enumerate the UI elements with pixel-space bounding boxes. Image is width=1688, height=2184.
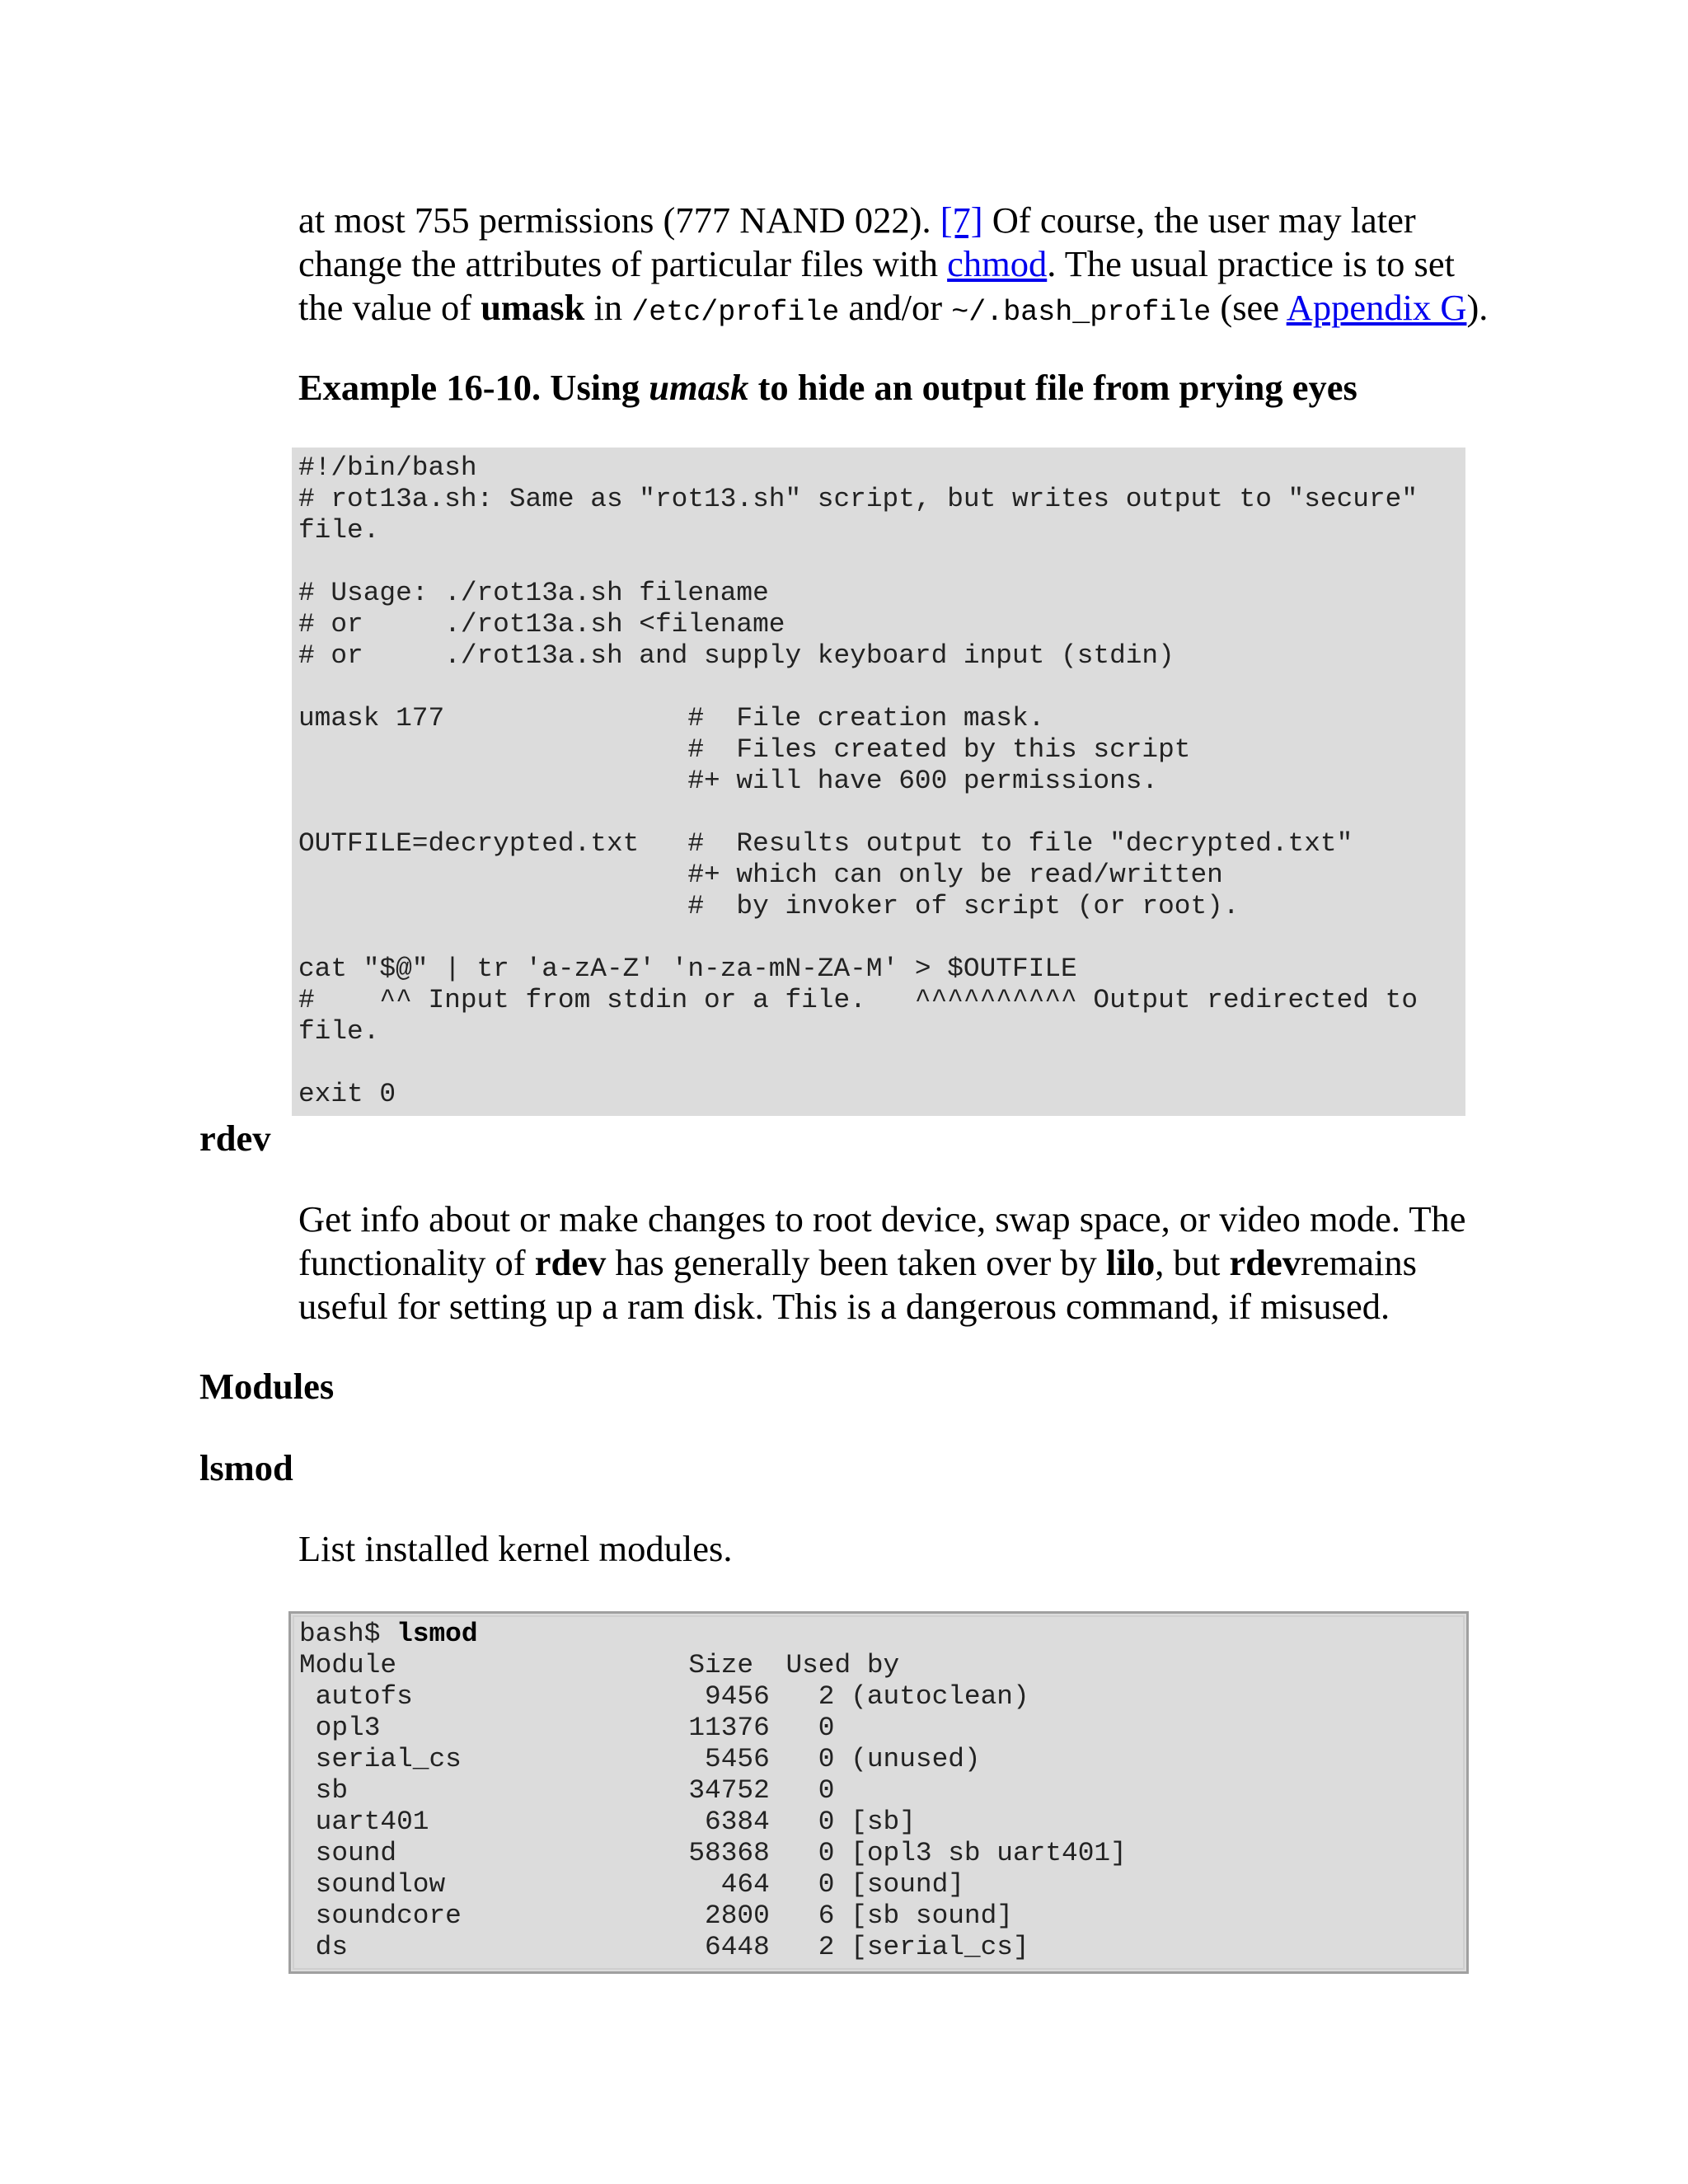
code-line: # ^^ Input from stdin or a file. ^^^^^^^^^^ Output redirected to [298, 985, 1418, 1015]
text: Example 16-10. Using [298, 367, 649, 408]
output-line: autofs 9456 2 (autoclean) [299, 1681, 1029, 1712]
umask-term: umask [481, 287, 585, 328]
text: change the attributes of particular files with [298, 243, 948, 284]
intro-line-1 [298, 199, 1502, 242]
output-line: sound 58368 0 [opl3 sb uart401] [299, 1838, 1127, 1868]
code-line: #+ which can only be read/written [298, 860, 1223, 890]
code-line: #+ will have 600 permissions. [298, 766, 1159, 796]
output-line: Module Size Used by [299, 1650, 900, 1680]
text: the value of [298, 287, 481, 328]
code-line: file. [298, 515, 380, 546]
rdev-description [298, 1197, 1502, 1329]
text: , but [1155, 1242, 1230, 1283]
lsmod-description [298, 1527, 1502, 1571]
text: at most 755 permissions (777 NAND 022). [298, 199, 940, 241]
intro-paragraph [298, 199, 1502, 335]
output-line: uart401 6384 0 [sb] [299, 1807, 916, 1837]
text: Of course, the user may later [982, 199, 1416, 241]
code-line: exit 0 [298, 1079, 396, 1109]
output-line: soundlow 464 0 [sound] [299, 1869, 964, 1900]
term-rdev: rdev [199, 1118, 271, 1159]
intro-line-2 [298, 242, 1502, 286]
code-line: # by invoker of script (or root). [298, 891, 1240, 921]
text: . The usual practice is to set [1047, 243, 1455, 284]
rdev-bold: rdev [1229, 1242, 1301, 1283]
text: functionality of [298, 1242, 535, 1283]
code-line: umask 177 # File creation mask. [298, 703, 1045, 733]
chmod-link[interactable]: chmod [947, 243, 1048, 284]
lsmod-description-text: List installed kernel modules. [298, 1528, 733, 1569]
code-line: # rot13a.sh: Same as "rot13.sh" script, but writes output to "secure" [298, 484, 1418, 514]
text: ). [1466, 287, 1489, 328]
code-line [298, 546, 1465, 578]
output-line: ds 6448 2 [serial_cs] [299, 1932, 1029, 1962]
lsmod-output-block [288, 1611, 1469, 1974]
term-lsmod: lsmod [199, 1447, 293, 1488]
command-text: lsmod [396, 1619, 478, 1649]
code-line: OUTFILE=decrypted.txt # Results output to file "decrypted.txt" [298, 828, 1353, 859]
code-line: # Files created by this script [298, 734, 1191, 765]
text: to hide an output file from prying eyes [748, 367, 1357, 408]
code-line: cat "$@" | tr 'a-zA-Z' 'n-za-mN-ZA-M' > $OUTFILE [298, 954, 1077, 984]
inline-code-bash-profile: ~/.bash_profile [951, 296, 1212, 329]
title-emphasis: umask [649, 367, 749, 408]
lsmod-output-lines [299, 1650, 1466, 1963]
code-line [298, 1047, 1465, 1079]
code-line: #!/bin/bash [298, 452, 477, 483]
appendix-g-link[interactable]: Appendix G [1286, 287, 1467, 328]
output-line: opl3 11376 0 [299, 1713, 835, 1743]
code-line [298, 672, 1465, 703]
rdev-bold: rdev [534, 1242, 607, 1283]
text: remains [1301, 1242, 1417, 1283]
inline-code-etc-profile: /etc/profile [631, 296, 840, 329]
modules-heading: Modules [199, 1366, 335, 1407]
code-line [298, 922, 1465, 954]
footnote-link[interactable]: [7] [940, 199, 983, 241]
rdev-line-3: useful for setting up a ram disk. This is a dangerous command, if misused. [298, 1286, 1390, 1327]
code-line: # Usage: ./rot13a.sh filename [298, 578, 769, 608]
prompt-line [299, 1619, 1466, 1650]
output-line: sb 34752 0 [299, 1775, 835, 1806]
script-code-block [292, 448, 1465, 1116]
code-line [298, 797, 1465, 828]
text: (see [1211, 287, 1287, 328]
output-line: serial_cs 5456 0 (unused) [299, 1744, 981, 1774]
intro-line-3 [298, 286, 1502, 335]
text: has generally been taken over by [606, 1242, 1106, 1283]
lilo-bold: lilo [1105, 1242, 1156, 1283]
text: in [584, 287, 632, 328]
code-line: # or ./rot13a.sh <filename [298, 609, 785, 640]
code-line: # or ./rot13a.sh and supply keyboard input (stdin) [298, 640, 1175, 671]
shell-prompt: bash$ [299, 1619, 397, 1649]
text: and/or [839, 287, 952, 328]
example-title [298, 366, 1357, 410]
code-line: file. [298, 1016, 380, 1047]
rdev-line-2 [298, 1241, 1502, 1285]
output-line: soundcore 2800 6 [sb sound] [299, 1900, 1013, 1931]
rdev-line-1: Get info about or make changes to root device, swap space, or video mode. The [298, 1198, 1466, 1240]
